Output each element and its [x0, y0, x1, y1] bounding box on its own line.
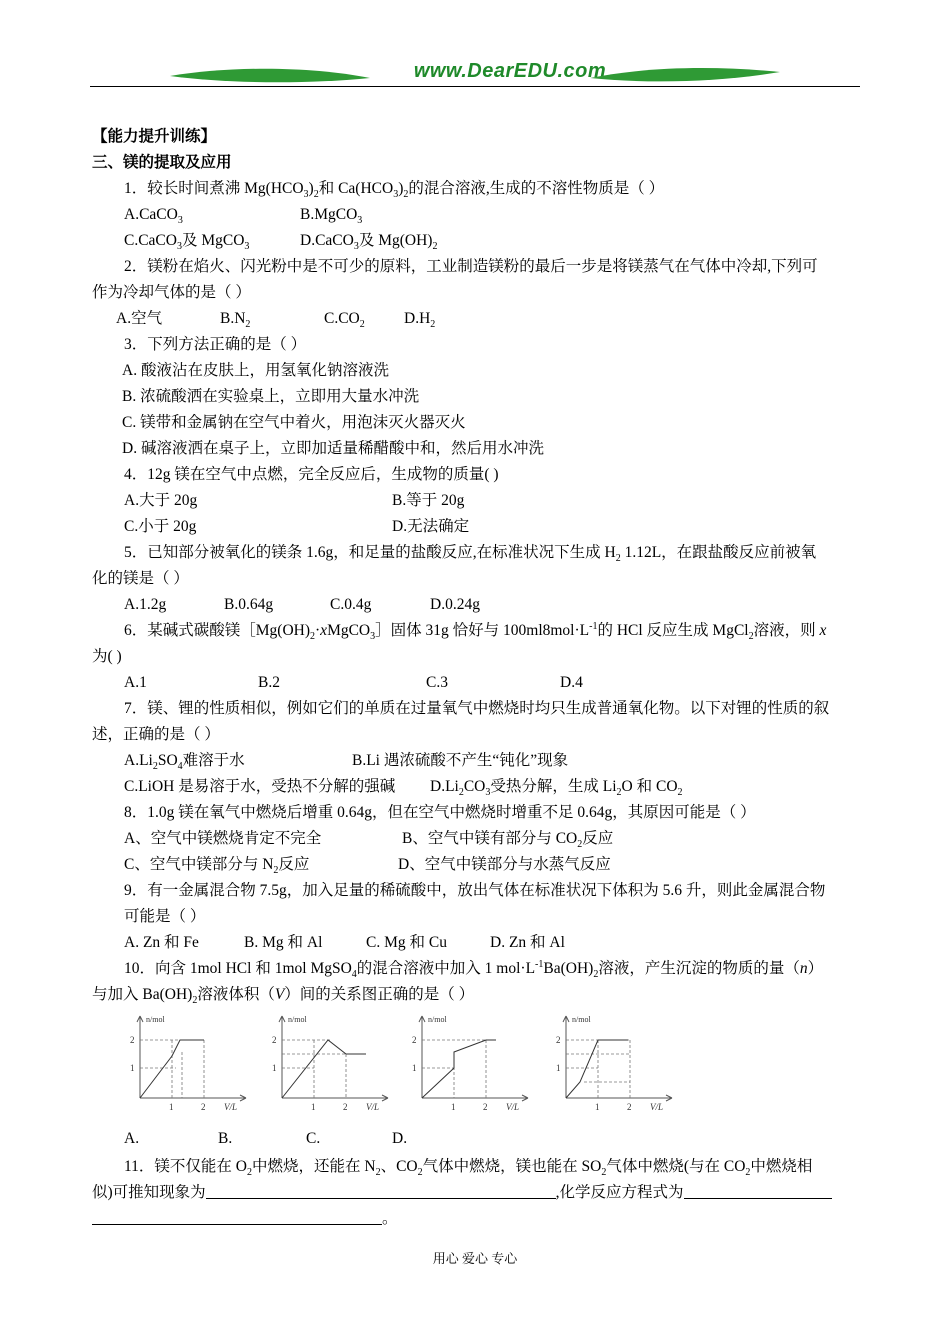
option-d: D.CaCO$_3$及 $Mg(OH)_2$ [300, 232, 438, 253]
left-leaf-icon [170, 68, 370, 84]
option-a: A.空气 [116, 310, 163, 327]
question-10-line1: 10．向含 1mol HCl 和 1mol MgSO$_4$的混合溶液中加入 1 $mol\cdot L^{-1}Ba(OH)_2$溶液，产生沉淀的物质的量（n） [124, 958, 824, 981]
option-b: B.等于 20g [392, 492, 465, 509]
question-7-line1: 7．镁、锂的性质相似，例如它们的单质在过量氧气中燃烧时均只生成普通氧化物。以下对锂的性质的叙 [124, 700, 830, 717]
svg-text:1: 1 [451, 1102, 456, 1112]
question-1-options-ab [92, 202, 860, 228]
option-d: D.0.24g [430, 596, 480, 613]
svg-text:2: 2 [343, 1102, 348, 1112]
option-a: A. Zn 和 Fe [124, 934, 199, 951]
option-d: D.4 [560, 674, 583, 691]
option-a: A.1 [124, 674, 147, 691]
question-10-line2: 与加入 $Ba(OH)_2$溶液体积（V）间的关系图正确的是（ ） [92, 986, 475, 1007]
option-b: B. [218, 1130, 233, 1147]
svg-text:1: 1 [556, 1063, 561, 1073]
svg-text:2: 2 [412, 1035, 417, 1045]
graph-a [128, 1012, 268, 1122]
page-header [90, 58, 860, 90]
option-b: B.2 [258, 674, 280, 691]
graph-row [92, 1012, 860, 1124]
option-b: B、空气中镁有部分与 $CO_2$反应 [402, 830, 614, 851]
question-8-options-cd [92, 852, 860, 878]
question-2-line1: 2．镁粉在焰火、闪光粉中是不可少的原料，工业制造镁粉的最后一步是将镁蒸气在气体中冷却,下列可 [124, 258, 818, 275]
question-11-line1: 11．镁不仅能在 $O_2$中燃烧，还能在 $N_2$、$CO_2$气体中燃烧，镁也能在 $SO_2$气体中燃烧(与在 $CO_2$中燃烧相 [124, 1158, 813, 1179]
svg-text:V/L: V/L [366, 1102, 380, 1112]
svg-text:n/mol: n/mol [572, 1015, 591, 1024]
option-c: C.3 [426, 674, 448, 691]
question-1: 1．较长时间煮沸 $Mg(HCO_3)_2$和 $Ca(HCO_3)_2$的混合溶液,生成的不溶性物质是（ ） [124, 180, 665, 201]
svg-text:2: 2 [272, 1035, 277, 1045]
question-3: 3．下列方法正确的是（ ） [124, 336, 307, 353]
site-url: www.DearEDU.com [413, 60, 607, 82]
question-2-options [92, 306, 860, 332]
question-10-options [92, 1124, 860, 1154]
option-c: C. Mg 和 Cu [366, 934, 447, 951]
question-7-options-ab [92, 748, 860, 774]
question-9-options [92, 930, 860, 956]
option-b: B. 浓硫酸洒在实验桌上，立即用大量水冲洗 [122, 388, 420, 405]
option-d: D、空气中镁部分与水蒸气反应 [398, 856, 611, 873]
option-a: $A.Li_2SO_4$难溶于水 [124, 752, 245, 773]
option-c: C.LiOH 是易溶于水，受热不分解的强碱 [124, 778, 396, 795]
option-d: $D.Li_2CO_3$受热分解，生成 $Li_2O$ 和 $CO_2$ [430, 778, 683, 799]
svg-text:1: 1 [130, 1063, 135, 1073]
option-d: D. 碱溶液洒在桌子上，立即加适量稀醋酸中和，然后用水冲洗 [122, 440, 544, 457]
svg-text:2: 2 [130, 1035, 135, 1045]
svg-text:n/mol: n/mol [428, 1015, 447, 1024]
graph-b-plot [270, 1012, 410, 1122]
answer-blank-equation-cont[interactable] [92, 1208, 382, 1225]
question-8: 8．1.0g 镁在氧气中燃烧后增重 0.64g，但在空气中燃烧时增重不足 0.64g，其原因可能是（ ） [124, 804, 756, 821]
svg-text:V/L: V/L [224, 1102, 238, 1112]
question-11-line2: 似)可推知现象为 ,化学反应方程式为 [92, 1180, 860, 1206]
answer-blank-equation[interactable] [684, 1182, 832, 1199]
option-a: A、空气中镁燃烧肯定不完全 [124, 830, 322, 847]
option-b: B.0.64g [224, 596, 274, 613]
option-c: C. 镁带和金属钠在空气中着火，用泡沫灭火器灭火 [122, 414, 466, 431]
question-4-options-ab [92, 488, 860, 514]
option-b: B.MgCO$_3$ [300, 206, 363, 227]
question-5-line1: 5．已知部分被氧化的镁条 1.6g，和足量的盐酸反应,在标准状况下生成 $H_2$ 1.12L，在跟盐酸反应前被氧 [124, 544, 817, 565]
page-footer: 用心 爱心 专心 [432, 1251, 518, 1266]
option-a: A.大于 20g [124, 492, 198, 509]
question-5-line2: 化的镁是（ ） [92, 570, 189, 587]
question-8-options-ab [92, 826, 860, 852]
svg-text:2: 2 [201, 1102, 206, 1112]
question-6-options [92, 670, 860, 696]
svg-text:2: 2 [483, 1102, 488, 1112]
graph-d-plot [554, 1012, 694, 1122]
question-5-options [92, 592, 860, 618]
option-c: C. [306, 1130, 321, 1147]
question-4: 4．12g 镁在空气中点燃，完全反应后，生成物的质量( ) [124, 466, 499, 483]
section-title: 【能力提升训练】 [92, 128, 217, 145]
svg-text:2: 2 [627, 1102, 632, 1112]
answer-blank-phenomenon[interactable] [206, 1182, 556, 1199]
option-a: A.CaCO$_3$ [124, 206, 183, 227]
question-11-line3: 。 [92, 1206, 860, 1232]
graph-c [410, 1012, 550, 1122]
option-d: D. Zn 和 Al [490, 934, 565, 951]
svg-text:n/mol: n/mol [288, 1015, 307, 1024]
svg-text:1: 1 [595, 1102, 600, 1112]
option-a: A. 酸液沾在皮肤上，用氢氧化钠溶液洗 [122, 362, 389, 379]
question-6-line2: 为( ) [92, 648, 122, 665]
question-7-options-cd [92, 774, 860, 800]
option-c: C.0.4g [330, 596, 372, 613]
document-body [92, 124, 860, 1232]
graph-b [270, 1012, 410, 1122]
svg-text:1: 1 [169, 1102, 174, 1112]
question-1-options-cd [92, 228, 860, 254]
option-c: C、空气中镁部分与 $N_2$反应 [124, 856, 310, 877]
svg-text:V/L: V/L [506, 1102, 520, 1112]
right-leaf-icon [590, 68, 780, 84]
option-b: B.Li 遇浓硫酸不产生“钝化”现象 [352, 752, 569, 769]
question-2-line2: 作为冷却气体的是（ ） [92, 284, 251, 301]
question-9-line2: 可能是（ ） [124, 908, 206, 925]
option-c: C.小于 20g [124, 518, 197, 535]
question-7-line2: 述，正确的是（ ） [92, 726, 220, 743]
svg-text:1: 1 [272, 1063, 277, 1073]
svg-text:2: 2 [556, 1035, 561, 1045]
graph-d [554, 1012, 694, 1122]
option-b: B. Mg 和 Al [244, 934, 323, 951]
svg-text:1: 1 [412, 1063, 417, 1073]
option-a: A.1.2g [124, 596, 167, 613]
question-4-options-cd [92, 514, 860, 540]
option-c: $C.CO_2$ [324, 310, 365, 331]
option-d: D. [392, 1130, 408, 1147]
graph-c-plot [410, 1012, 550, 1122]
option-a: A. [124, 1130, 140, 1147]
section-subtitle: 三、镁的提取及应用 [92, 154, 232, 171]
option-d: $D.H_2$ [404, 310, 436, 331]
option-c: C.CaCO$_3$及 MgCO$_3$ [124, 232, 250, 253]
header-rule [90, 86, 860, 87]
option-d: D.无法确定 [392, 518, 470, 535]
option-b: $B.N_2$ [220, 310, 251, 331]
svg-text:V/L: V/L [650, 1102, 664, 1112]
question-6-line1: 6．某碱式碳酸镁$[Mg(OH)_2\cdot xMgCO_3]$固体 31g 恰好与 $100ml8mol\cdot L^{-1}$的 HCl 反应生成 MgCl$_2$溶液，则 x [124, 620, 827, 643]
svg-text:n/mol: n/mol [146, 1015, 165, 1024]
svg-text:1: 1 [311, 1102, 316, 1112]
question-9-line1: 9．有一金属混合物 7.5g，加入足量的稀硫酸中，放出气体在标准状况下体积为 5.6 升，则此金属混合物 [124, 882, 826, 899]
graph-a-plot [128, 1012, 268, 1122]
